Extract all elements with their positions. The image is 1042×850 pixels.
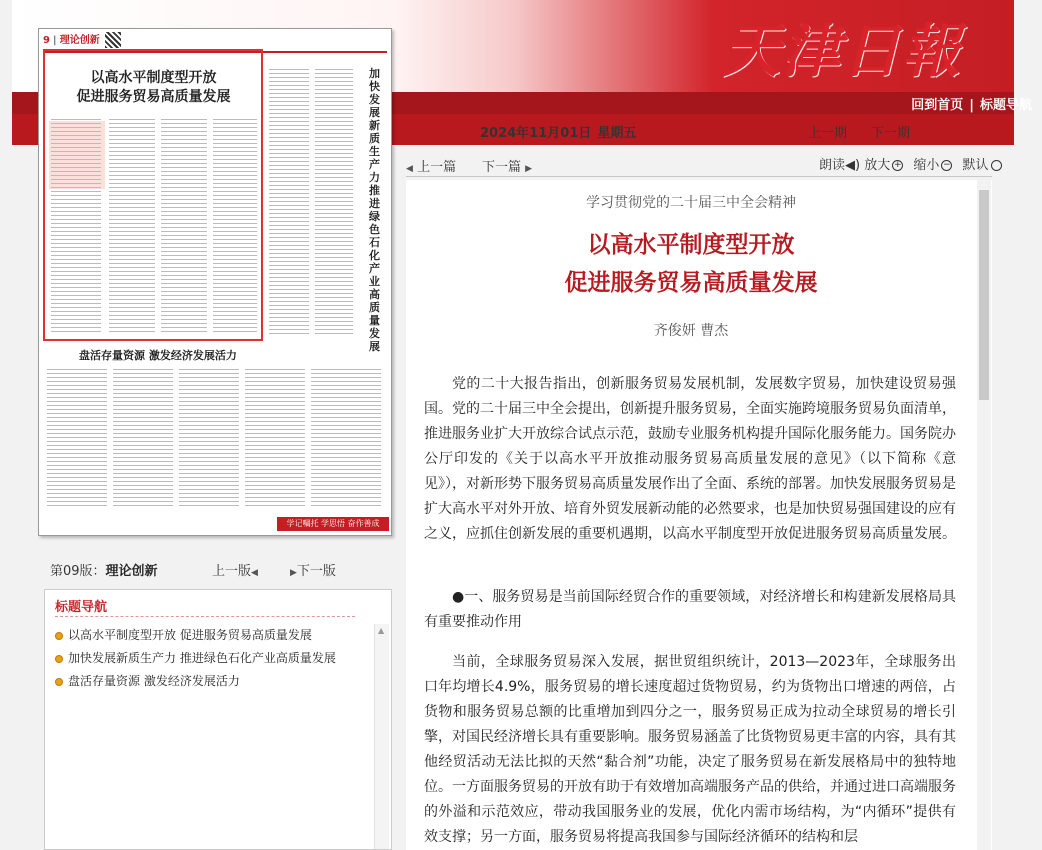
thumb-text-column xyxy=(113,369,173,509)
title-nav-divider xyxy=(55,616,355,617)
bullet-icon xyxy=(55,678,63,686)
circle-icon xyxy=(991,160,1002,171)
read-aloud-button[interactable] xyxy=(819,158,860,173)
prev-page-label: 上一版 xyxy=(212,564,252,579)
title-nav-item-label: 盘活存量资源 激发经济发展活力 xyxy=(68,674,240,688)
page-name: 理论创新 xyxy=(105,564,158,579)
article-kicker: 学习贯彻党的二十届三中全会精神 xyxy=(586,195,796,211)
plus-icon: + xyxy=(893,160,902,170)
weekday-text: 星期五 xyxy=(597,126,637,141)
title-nav-item[interactable] xyxy=(55,670,336,693)
prev-issue-link[interactable]: 上一期 xyxy=(808,126,848,141)
bullet-icon xyxy=(55,632,63,640)
thumb-vertical-title: 加快发展新质生产力 推进绿色石化产业高质量发展 xyxy=(369,67,380,353)
title-nav-scrollbar[interactable] xyxy=(374,624,389,849)
title-nav-item-label: 以高水平制度型开放 促进服务贸易高质量发展 xyxy=(68,628,312,642)
read-aloud-label: 朗读 xyxy=(819,158,846,173)
thumb-text-column xyxy=(311,369,381,509)
date-text: 2024年11月01日 xyxy=(480,126,592,141)
scrollbar-thumb[interactable] xyxy=(979,190,989,400)
right-triangle-icon: ▶ xyxy=(525,164,533,174)
zoom-in-label: 放大 xyxy=(864,158,891,173)
thumb-footer-banner: 学记嘱托 学思悟 奋作善成 xyxy=(277,517,389,531)
title-nav-list xyxy=(55,624,336,693)
thumb-text-column xyxy=(47,369,107,509)
article-paragraph: 当前，全球服务贸易深入发展，据世贸组织统计，2013—2023年，全球服务出口年均增长4.9%，服务贸易的增长速度超过货物贸易，约为货物出口增速的两倍，占货物和服务贸易总额的比重增加到四分之一，服务贸易正成为拉动全球贸易的增长引擎，对国民经济增长具有重要影响。服务贸易涵盖了比货物贸易更丰富的内容，具有其他经贸活动无法比拟的天然“黏合剂”功能，决定了服务贸易在新发展格局中的独特地位。一方面服务贸易的开放有助于有效增加高端服务产品的供给，并通过进口高端服务的外溢和示范效应，带动我国服务业的发展，优化内需市场结构，为“内循环”提供有效支撑；另一方面，服务贸易将提高我国参与国际经济循环的结构和层 xyxy=(424,654,956,845)
right-triangle-icon: ▶ xyxy=(290,568,297,578)
left-triangle-icon: ◀ xyxy=(251,568,258,578)
thumb-separator: | xyxy=(53,35,57,46)
zoom-out-button[interactable] xyxy=(913,158,958,173)
speaker-icon: ◀) xyxy=(845,158,861,173)
next-page-label: 下一版 xyxy=(296,564,336,579)
masthead-logo: 天津日報 xyxy=(722,17,963,85)
next-issue-link[interactable]: 下一期 xyxy=(871,126,911,141)
zoom-out-label: 缩小 xyxy=(913,158,940,173)
prev-article-link[interactable] xyxy=(406,156,456,175)
default-size-label: 默认 xyxy=(962,158,989,173)
zoom-in-button[interactable] xyxy=(864,158,909,173)
left-triangle-icon: ◀ xyxy=(406,164,413,174)
top-links xyxy=(911,94,1032,113)
headline-line: 促进服务贸易高质量发展 xyxy=(564,270,818,296)
thumb-section-name: 理论创新 xyxy=(59,35,100,46)
thumb-sub-title: 盘活存量资源 激发经济发展活力 xyxy=(79,349,237,362)
article-headline xyxy=(406,226,976,302)
article-paragraph: 党的二十大报告指出，创新服务贸易发展机制，发展数字贸易，加快建设贸易强国。党的二十届三中全会提出，创新提升服务贸易，全面实施跨境服务贸易负面清单，推进服务业扩大开放综合试点示范，鼓励专业服务机构提升国际化服务能力。国务院办公厅印发的《关于以高水平开放推动服务贸易高质量发展的意见》（以下简称《意见》），对新形势下服务贸易高质量发展作出了全面、系统的部署。加快发展服务贸易是扩大高水平对外开放、培育外贸发展新动能的必然要求，也是加快贸易强国建设的应有之义，应抓住创新发展的重要机遇期，以高水平制度型开放促进服务贸易高质量发展。 xyxy=(424,376,956,542)
minus-icon: − xyxy=(943,160,951,170)
thumb-text-column xyxy=(245,369,305,509)
issue-date xyxy=(480,122,642,141)
title-navigation-panel xyxy=(44,589,392,850)
headline-line: 以高水平制度型开放 xyxy=(587,232,795,258)
article-content xyxy=(406,180,992,850)
thumb-page-number: 9 xyxy=(43,35,50,46)
article-nav-divider xyxy=(406,176,992,177)
title-nav-item[interactable] xyxy=(55,647,336,670)
article-tools xyxy=(819,154,1008,173)
thumb-text-column xyxy=(179,369,239,509)
article-byline: 齐俊妍 曹杰 xyxy=(653,323,729,339)
thumb-text-column xyxy=(315,69,353,337)
title-nav-item-label: 加快发展新质生产力 推进绿色石化产业高质量发展 xyxy=(68,651,336,665)
next-article-link[interactable] xyxy=(482,156,532,175)
link-separator: | xyxy=(969,98,974,113)
thumb-title-line: 以高水平制度型开放 xyxy=(90,70,217,86)
qr-code-icon xyxy=(105,32,121,48)
bullet-icon xyxy=(55,655,63,663)
thumb-title-line: 促进服务贸易高质量发展 xyxy=(76,89,231,105)
article-scrollbar[interactable] xyxy=(977,180,991,850)
next-page-link[interactable] xyxy=(290,560,336,579)
default-size-button[interactable] xyxy=(963,158,1008,173)
page-label: 第09版： xyxy=(50,564,106,579)
scroll-up-icon[interactable]: ▲ xyxy=(378,626,385,635)
thumb-article-title xyxy=(61,69,246,107)
title-nav-link[interactable]: 标题导航 xyxy=(979,98,1032,113)
page-navigation xyxy=(50,560,350,579)
prev-page-link[interactable] xyxy=(212,560,258,579)
thumb-text-column xyxy=(269,69,309,337)
prev-article-label: 上一篇 xyxy=(417,160,457,175)
home-link[interactable]: 回到首页 xyxy=(911,98,964,113)
next-article-label: 下一篇 xyxy=(482,160,522,175)
issue-navigation xyxy=(808,122,934,141)
title-nav-heading: 标题导航 xyxy=(55,600,108,615)
newspaper-page-thumbnail[interactable] xyxy=(38,28,392,536)
section-heading-paragraph: ●一、服务贸易是当前国际经贸合作的重要领域，对经济增长和构建新发展格局具有重要推动作用 xyxy=(424,589,956,630)
title-nav-item[interactable] xyxy=(55,624,336,647)
